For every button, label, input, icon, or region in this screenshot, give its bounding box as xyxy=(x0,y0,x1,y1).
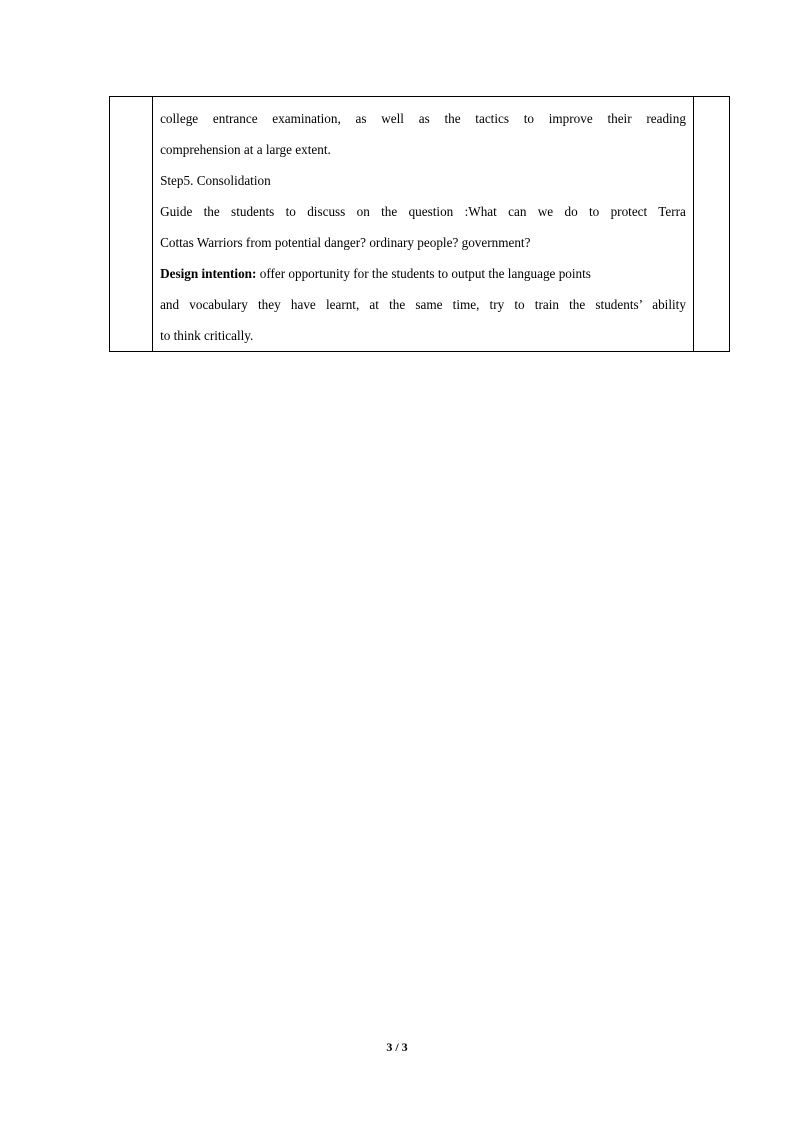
main-cell-content xyxy=(153,97,693,351)
text-line-2: comprehension at a large extent. xyxy=(160,142,331,157)
right-cell xyxy=(693,97,729,352)
main-cell xyxy=(153,97,694,352)
text-line-4: Guide the students to discuss on the question :What can we do to protect Terra xyxy=(160,204,686,219)
page-number: 3 / 3 xyxy=(386,1040,408,1054)
text-line-1: college entrance examination, as well as the tactics to improve their reading xyxy=(160,111,686,126)
text-line-5: Cottas Warriors from potential danger? ordinary people? government? xyxy=(160,235,531,250)
design-intention-text: offer opportunity for the students to output the language points xyxy=(256,266,591,281)
table-row xyxy=(110,97,730,352)
design-intention-label: Design intention: xyxy=(160,266,257,281)
lesson-plan-table xyxy=(109,96,730,352)
step-heading: Step5. Consolidation xyxy=(160,173,271,188)
design-intention-line xyxy=(160,258,686,289)
text-line-7: and vocabulary they have learnt, at the same time, try to train the students’ ability xyxy=(160,297,686,312)
text-line-8: to think critically. xyxy=(160,328,254,343)
left-cell xyxy=(110,97,153,352)
